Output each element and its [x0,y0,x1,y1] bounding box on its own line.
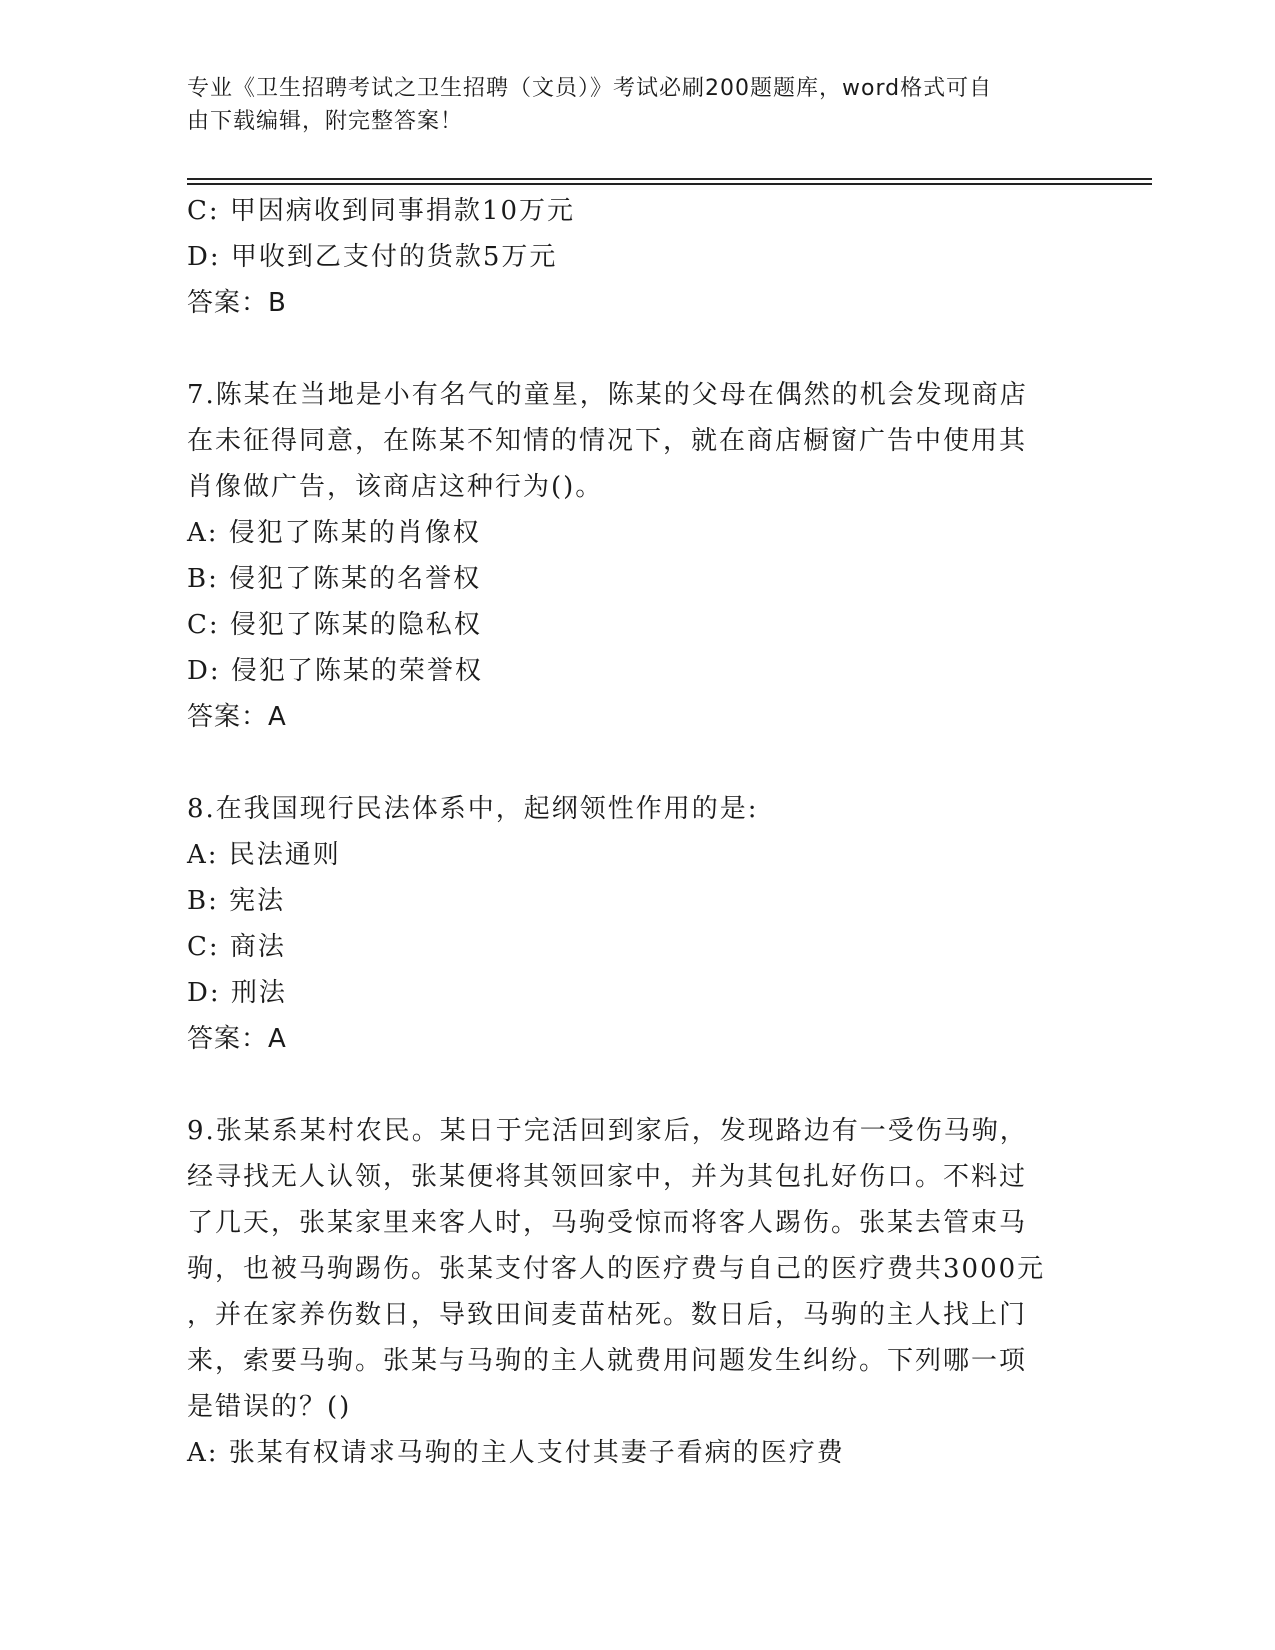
spacer [187,740,1067,786]
question-text-line: 驹，也被马驹踢伤。张某支付客人的医疗费与自己的医疗费共3000元 [187,1254,1046,1284]
question-text-line: 8.在我国现行民法体系中，起纲领性作用的是: [187,794,759,824]
option-a: A: 民法通则 [187,840,341,870]
question-text-line: 肖像做广告，该商店这种行为()。 [187,472,604,502]
question-text-line: 经寻找无人认领，张某便将其领回家中，并为其包扎好伤口。不料过 [187,1162,1028,1192]
option-b: B: 侵犯了陈某的名誉权 [187,564,482,594]
question-text-line: 了几天，张某家里来客人时，马驹受惊而将客人踢伤。张某去管束马 [187,1208,1028,1238]
question-8 [187,786,1067,1062]
header-divider-bottom [187,183,1152,185]
question-text-line: ，并在家养伤数日，导致田间麦苗枯死。数日后，马驹的主人找上门 [187,1300,1028,1330]
option-c: C: 侵犯了陈某的隐私权 [187,610,482,640]
option-c: C: 甲因病收到同事捐款10万元 [187,196,576,226]
document-body [187,188,1067,1476]
option-a: A: 张某有权请求马驹的主人支付其妻子看病的医疗费 [187,1438,845,1468]
spacer [187,326,1067,372]
option-d: D: 甲收到乙支付的货款5万元 [187,242,558,272]
answer: 答案：A [187,1024,287,1054]
header-divider-top [187,178,1152,180]
answer: 答案：A [187,702,287,732]
question-text-line: 在未征得同意，在陈某不知情的情况下，就在商店橱窗广告中使用其 [187,426,1028,456]
question-9 [187,1108,1067,1476]
answer: 答案：B [187,288,287,318]
question-text-line: 9.张某系某村农民。某日于完活回到家后，发现路边有一受伤马驹， [187,1116,1028,1146]
question-text-line: 7.陈某在当地是小有名气的童星，陈某的父母在偶然的机会发现商店 [187,380,1028,410]
option-b: B: 宪法 [187,886,286,916]
question-text-line: 是错误的？() [187,1392,352,1422]
option-d: D: 刑法 [187,978,287,1008]
option-a: A: 侵犯了陈某的肖像权 [187,518,481,548]
header-line-2: 由下载编辑，附完整答案！ [187,109,464,134]
option-c: C: 商法 [187,932,286,962]
option-d: D: 侵犯了陈某的荣誉权 [187,656,483,686]
header-line-1: 专业《卫生招聘考试之卫生招聘（文员）》考试必刷200题题库，word格式可自 [187,76,993,101]
spacer [187,1062,1067,1108]
document-header [187,72,1067,138]
question-text-line: 来，索要马驹。张某与马驹的主人就费用问题发生纠纷。下列哪一项 [187,1346,1028,1376]
question-7 [187,372,1067,740]
